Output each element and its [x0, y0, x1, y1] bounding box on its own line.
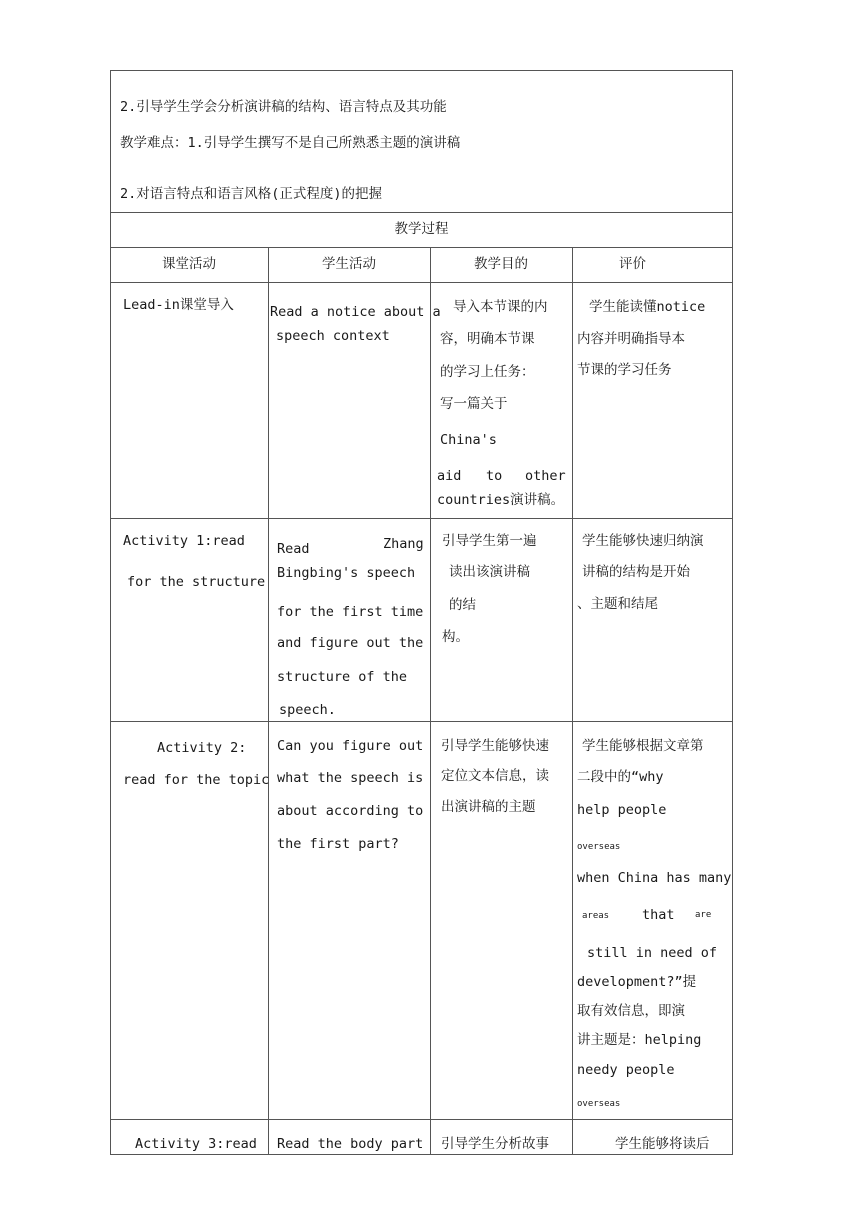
column-divider: [430, 247, 431, 1155]
column-divider: [268, 247, 269, 1155]
row3-evaluation-line: needy people: [577, 1062, 675, 1078]
row2-student-word: Zhang: [383, 536, 424, 552]
objective-line-1: 2.引导学生学会分析演讲稿的结构、语言特点及其功能: [120, 99, 447, 115]
row1-activity: Lead-in课堂导入: [123, 297, 234, 313]
row-divider: [110, 212, 733, 213]
row3-evaluation-small: overseas: [577, 1099, 621, 1109]
row1-purpose-word: aid: [437, 468, 462, 484]
row2-purpose-line: 引导学生第一遍: [442, 533, 537, 549]
row3-student-line: Can you figure out: [277, 738, 424, 754]
row2-purpose-line: 的结: [449, 597, 476, 613]
row2-student-line: for the first time: [277, 604, 424, 620]
row4-evaluation: 学生能够将读后: [615, 1136, 710, 1152]
header-student-activity: 学生活动: [322, 256, 376, 272]
row2-evaluation-line: 学生能够快速归纳演: [582, 533, 704, 549]
row1-purpose-line: China's: [440, 432, 497, 448]
row3-evaluation-line: development?”提: [577, 974, 697, 990]
row1-purpose-word: to: [486, 468, 503, 484]
header-teaching-purpose: 教学目的: [474, 256, 528, 272]
row2-student-word: Read: [277, 541, 310, 557]
row1-purpose-line: 导入本节课的内: [453, 299, 548, 315]
row2-purpose-line: 构。: [442, 629, 469, 645]
row2-activity-line: for the structure: [127, 574, 266, 590]
row4-purpose: 引导学生分析故事: [441, 1136, 549, 1152]
header-class-activity: 课堂活动: [162, 256, 216, 272]
row2-purpose-line: 读出该演讲稿: [449, 564, 530, 580]
column-divider: [572, 247, 573, 1155]
row3-activity-line: Activity 2:: [157, 740, 247, 756]
objective-line-2: 2.对语言特点和语言风格(正式程度)的把握: [120, 186, 383, 202]
row2-student-line: speech.: [279, 702, 336, 718]
process-title: 教学过程: [394, 221, 449, 237]
row2-activity-line: Activity 1:read: [123, 533, 245, 549]
row1-purpose-line: 写一篇关于: [440, 396, 508, 412]
row2-student-line: and figure out the: [277, 635, 424, 651]
row3-evaluation-line: 讲主题是：helping: [577, 1032, 702, 1048]
row3-evaluation-line: 二段中的“why: [577, 769, 664, 785]
row3-purpose-line: 出演讲稿的主题: [441, 799, 536, 815]
row3-evaluation-line: still in need of: [587, 945, 718, 961]
row2-evaluation-line: 讲稿的结构是开始: [582, 564, 690, 580]
row3-student-line: about according to: [277, 803, 424, 819]
row4-student: Read the body part: [277, 1136, 424, 1152]
row2-student-line: structure of the: [277, 669, 408, 685]
row1-student-line: speech context: [276, 328, 390, 344]
row-divider: [110, 721, 733, 722]
row3-evaluation-line: 学生能够根据文章第: [582, 738, 704, 754]
row3-evaluation-line: help people: [577, 802, 667, 818]
row1-evaluation-line: 节课的学习任务: [577, 362, 672, 378]
row3-student-line: the first part?: [277, 836, 399, 852]
row3-evaluation-line: when China has many: [577, 870, 732, 886]
row3-student-line: what the speech is: [277, 770, 424, 786]
row1-purpose-line: countries演讲稿。: [437, 492, 565, 508]
row2-student-line: Bingbing's speech: [277, 565, 416, 581]
row3-purpose-line: 引导学生能够快速: [441, 738, 549, 754]
row1-purpose-line: 容，明确本节课: [440, 331, 535, 347]
row2-evaluation-line: 、主题和结尾: [577, 596, 658, 612]
row1-purpose-word: other: [525, 468, 566, 484]
header-evaluation: 评价: [619, 256, 646, 272]
row3-evaluation-small: overseas: [577, 842, 621, 852]
row1-evaluation-line: 学生能读懂notice: [589, 299, 706, 315]
row4-activity: Activity 3:read: [135, 1136, 257, 1152]
row3-evaluation-word: that: [642, 907, 675, 923]
row3-evaluation-small: areas: [582, 911, 610, 921]
row-divider: [110, 282, 733, 283]
row-divider: [110, 247, 733, 248]
row3-activity-line: read for the topic: [123, 772, 270, 788]
difficulty-line: 教学难点：1.引导学生撰写不是自己所熟悉主题的演讲稿: [120, 135, 461, 151]
row3-purpose-line: 定位文本信息，读: [441, 768, 549, 784]
row-divider: [110, 1119, 733, 1120]
row1-purpose-line: 的学习上任务：: [440, 364, 535, 380]
row1-evaluation-line: 内容并明确指导本: [577, 331, 685, 347]
row-divider: [110, 518, 733, 519]
row3-evaluation-small: are: [695, 910, 712, 920]
row1-student-line: Read a notice about a: [270, 304, 441, 320]
row3-evaluation-line: 取有效信息，即演: [577, 1003, 685, 1019]
